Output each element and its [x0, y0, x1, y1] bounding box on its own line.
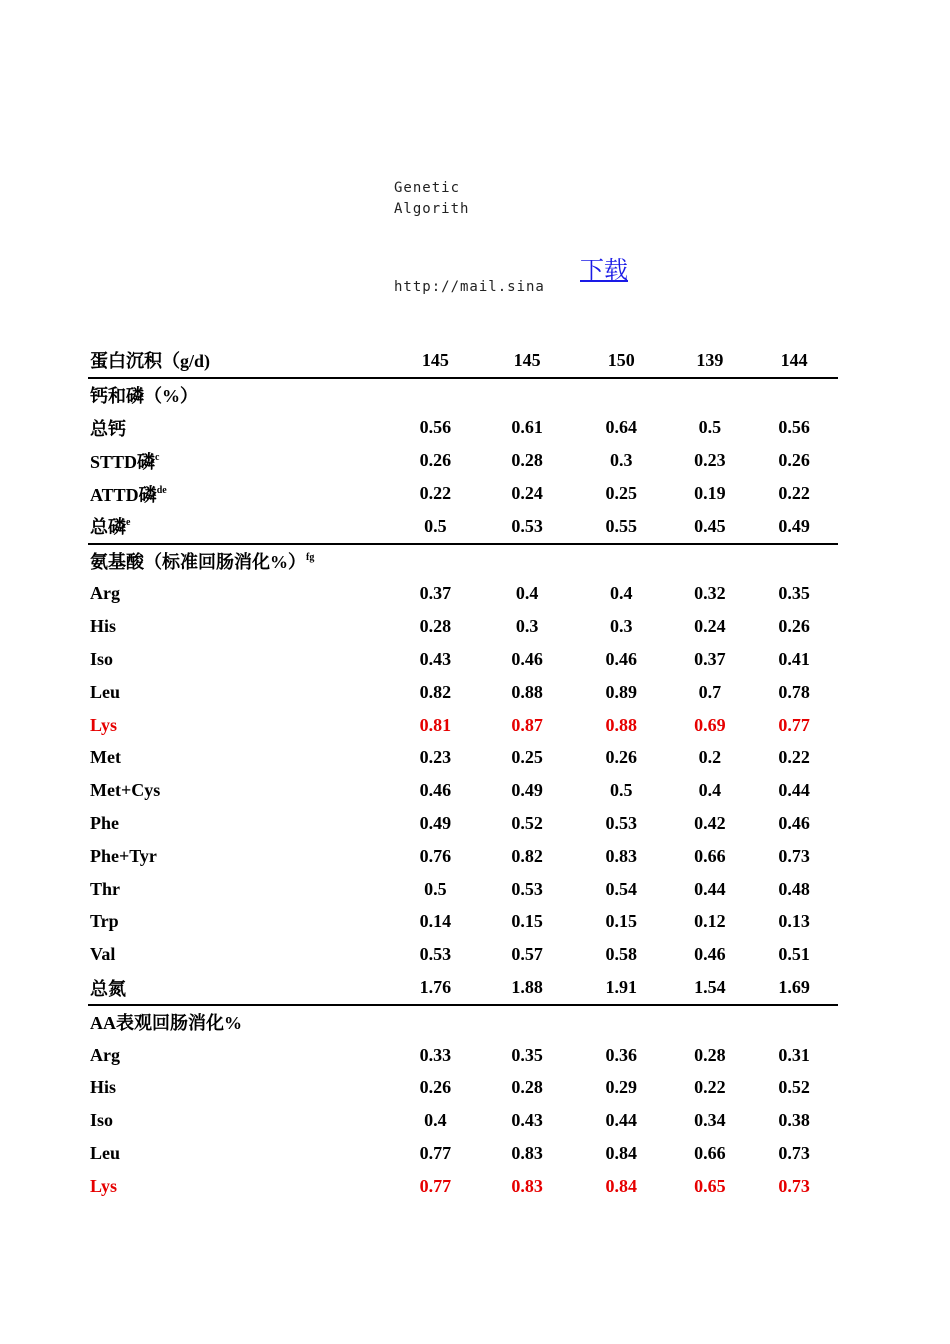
- value-cell: 0.28: [419, 616, 452, 637]
- row-label: [88, 544, 390, 578]
- value-cell: 0.77: [419, 1175, 452, 1196]
- value-cell: 0.2: [698, 747, 722, 768]
- row-label-text: 钙和磷（%）: [90, 386, 198, 407]
- value-cell: 0.26: [419, 450, 452, 471]
- value-cell: 0.31: [778, 1044, 810, 1065]
- footnote-marker: e: [126, 517, 131, 529]
- value-cell: 1.88: [481, 971, 573, 1005]
- value-cell: 0.43: [419, 649, 452, 670]
- row-label-text: Phe+Tyr: [90, 845, 157, 866]
- value-cell: 0.22: [419, 483, 452, 504]
- row-label-text: STTD磷: [90, 451, 156, 472]
- table-row: [88, 1005, 838, 1039]
- value-cell: 0.51: [778, 944, 810, 965]
- table-row: [88, 709, 838, 742]
- value-cell: 0.4: [424, 1110, 447, 1131]
- value-cell: 0.26: [778, 450, 810, 471]
- value-cell: 0.19: [694, 483, 726, 504]
- row-label: [88, 378, 390, 412]
- value-cell: 0.33: [419, 1044, 452, 1065]
- table-row: [88, 906, 838, 939]
- value-cell: 0.46: [511, 649, 543, 670]
- row-label: [88, 510, 390, 544]
- table-row: [88, 774, 838, 807]
- value-cell: 0.52: [511, 813, 543, 834]
- value-cell: 0.28: [511, 1077, 543, 1098]
- row-label: [88, 444, 390, 477]
- value-cell: 150: [573, 344, 670, 378]
- value-cell: 0.4: [698, 780, 722, 801]
- row-label: [88, 643, 390, 676]
- value-cell: 0.73: [778, 1175, 810, 1196]
- row-label-text: Val: [90, 944, 116, 965]
- value-cell: 0.12: [694, 911, 726, 932]
- row-label: [88, 873, 390, 906]
- row-label-text: Thr: [90, 878, 121, 899]
- value-cell: 0.35: [778, 583, 810, 604]
- value-cell: [481, 544, 573, 578]
- row-label-text: His: [90, 1077, 117, 1098]
- value-cell: 0.66: [694, 1143, 726, 1164]
- value-cell: 0.37: [694, 649, 726, 670]
- value-cell: 0.69: [694, 714, 726, 735]
- value-cell: 0.64: [605, 417, 637, 438]
- row-label: [88, 1039, 390, 1072]
- value-cell: 0.73: [778, 1143, 810, 1164]
- value-cell: 0.88: [511, 681, 543, 702]
- value-cell: 0.88: [605, 714, 637, 735]
- value-cell: 0.24: [511, 483, 543, 504]
- value-cell: 0.37: [419, 583, 452, 604]
- value-cell: [481, 378, 573, 412]
- value-cell: 144: [750, 344, 838, 378]
- value-cell: 0.76: [419, 845, 452, 866]
- row-label: [88, 938, 390, 971]
- table-row: [88, 1170, 838, 1203]
- value-cell: 0.43: [511, 1110, 543, 1131]
- value-cell: 0.82: [419, 681, 452, 702]
- embedded-text-snippet: Genetic Algorith: [394, 180, 470, 217]
- value-cell: [390, 1005, 482, 1039]
- value-cell: 0.26: [605, 747, 637, 768]
- value-cell: 0.81: [419, 714, 452, 735]
- nutrient-requirements-table: [88, 344, 838, 1203]
- row-label: [88, 1137, 390, 1170]
- row-label: [88, 477, 390, 510]
- value-cell: [750, 1005, 838, 1039]
- footnote-marker: c: [155, 451, 160, 463]
- value-cell: 0.46: [605, 649, 637, 670]
- value-cell: 0.7: [698, 681, 722, 702]
- table-row: [88, 840, 838, 873]
- value-cell: 0.15: [605, 911, 637, 932]
- value-cell: [573, 378, 670, 412]
- value-cell: [750, 544, 838, 578]
- value-cell: 0.57: [511, 944, 543, 965]
- value-cell: 0.44: [778, 780, 810, 801]
- footnote-marker: de: [156, 484, 167, 496]
- value-cell: [670, 1005, 751, 1039]
- value-cell: 0.45: [670, 510, 751, 544]
- row-label-text: Leu: [90, 681, 121, 702]
- value-cell: 0.25: [605, 483, 637, 504]
- row-label: [88, 742, 390, 775]
- table-row: [88, 938, 838, 971]
- table-row: [88, 1137, 838, 1170]
- row-label-text: Iso: [90, 1110, 114, 1131]
- value-cell: 0.77: [778, 714, 810, 735]
- value-cell: 0.87: [511, 714, 543, 735]
- value-cell: 0.53: [481, 510, 573, 544]
- table-row: [88, 873, 838, 906]
- row-label-text: Lys: [90, 1175, 118, 1196]
- value-cell: 0.4: [515, 583, 539, 604]
- table-row: [88, 1039, 838, 1072]
- value-cell: 0.26: [419, 1077, 452, 1098]
- value-cell: 0.49: [419, 813, 452, 834]
- table-row: [88, 578, 838, 611]
- value-cell: 0.35: [511, 1044, 543, 1065]
- row-label-text: 总磷: [90, 517, 126, 538]
- value-cell: 145: [481, 344, 573, 378]
- value-cell: 0.24: [694, 616, 726, 637]
- row-label-text: 蛋白沉积（g/d): [90, 351, 211, 372]
- value-cell: 0.55: [573, 510, 670, 544]
- value-cell: [573, 544, 670, 578]
- value-cell: 0.5: [698, 417, 722, 438]
- row-label: [88, 412, 390, 445]
- row-label-text: ATTD磷: [90, 484, 157, 505]
- row-label: [88, 840, 390, 873]
- value-cell: 0.52: [778, 1077, 810, 1098]
- table-row: [88, 378, 838, 412]
- value-cell: 1.91: [573, 971, 670, 1005]
- value-cell: 0.89: [605, 681, 637, 702]
- value-cell: [670, 378, 751, 412]
- table-row: [88, 544, 838, 578]
- table-row: [88, 444, 838, 477]
- table-row: [88, 344, 838, 378]
- row-label-text: 总钙: [90, 418, 126, 439]
- value-cell: 0.14: [419, 911, 452, 932]
- value-cell: 0.48: [778, 878, 810, 899]
- row-label: [88, 906, 390, 939]
- value-cell: 0.41: [778, 649, 810, 670]
- table-row: [88, 412, 838, 445]
- table-row: [88, 807, 838, 840]
- row-label: [88, 578, 390, 611]
- value-cell: 0.23: [694, 450, 726, 471]
- value-cell: 0.84: [605, 1143, 637, 1164]
- value-cell: 0.42: [694, 813, 726, 834]
- value-cell: 0.36: [605, 1044, 637, 1065]
- value-cell: 0.65: [694, 1175, 726, 1196]
- footnote-marker: fg: [306, 552, 315, 564]
- value-cell: 0.22: [694, 1077, 726, 1098]
- value-cell: 0.15: [511, 911, 543, 932]
- value-cell: 0.46: [694, 944, 726, 965]
- value-cell: 0.25: [511, 747, 543, 768]
- table-row: [88, 1104, 838, 1137]
- value-cell: [390, 544, 482, 578]
- value-cell: 0.44: [694, 878, 726, 899]
- row-label-text: His: [90, 616, 117, 637]
- value-cell: 0.49: [750, 510, 838, 544]
- value-cell: [481, 1005, 573, 1039]
- value-cell: 0.22: [778, 483, 810, 504]
- value-cell: 0.53: [511, 878, 543, 899]
- row-label: [88, 807, 390, 840]
- row-label: [88, 1072, 390, 1105]
- value-cell: 0.53: [605, 813, 637, 834]
- value-cell: 0.66: [694, 845, 726, 866]
- row-label: [88, 1170, 390, 1203]
- value-cell: 0.28: [511, 450, 543, 471]
- table-row: [88, 971, 838, 1005]
- value-cell: 0.5: [424, 878, 447, 899]
- value-cell: [670, 544, 751, 578]
- row-label: [88, 610, 390, 643]
- value-cell: 1.54: [670, 971, 751, 1005]
- value-cell: 0.4: [609, 583, 633, 604]
- value-cell: 0.34: [694, 1110, 726, 1131]
- value-cell: 0.49: [511, 780, 543, 801]
- row-label: [88, 1104, 390, 1137]
- row-label-text: Iso: [90, 649, 114, 670]
- value-cell: 145: [390, 344, 482, 378]
- row-label: [88, 774, 390, 807]
- value-cell: 0.46: [419, 780, 452, 801]
- table-row: [88, 510, 838, 544]
- value-cell: 0.28: [694, 1044, 726, 1065]
- value-cell: 0.23: [419, 747, 452, 768]
- row-label-text: Met+Cys: [90, 780, 161, 801]
- value-cell: 0.56: [778, 417, 810, 438]
- value-cell: 0.26: [778, 616, 810, 637]
- table-row: [88, 742, 838, 775]
- row-label-text: Leu: [90, 1143, 121, 1164]
- value-cell: 0.13: [778, 911, 810, 932]
- value-cell: 0.3: [515, 616, 539, 637]
- row-label-text: Arg: [90, 1044, 120, 1065]
- value-cell: 0.44: [605, 1110, 637, 1131]
- value-cell: [573, 1005, 670, 1039]
- row-label-text: 总氮: [90, 978, 126, 999]
- value-cell: 0.83: [511, 1175, 543, 1196]
- value-cell: 0.78: [778, 681, 810, 702]
- row-label-text: Phe: [90, 813, 119, 834]
- embedded-url-snippet: http://mail.sina: [394, 279, 545, 295]
- row-label: [88, 971, 390, 1005]
- value-cell: 0.3: [609, 616, 633, 637]
- table-row: [88, 676, 838, 709]
- value-cell: 0.54: [605, 878, 637, 899]
- value-cell: 0.83: [605, 845, 637, 866]
- value-cell: 0.5: [609, 780, 633, 801]
- value-cell: 0.29: [605, 1077, 637, 1098]
- row-label-text: AA表观回肠消化%: [90, 1013, 242, 1034]
- value-cell: 0.53: [419, 944, 452, 965]
- value-cell: 0.46: [778, 813, 810, 834]
- value-cell: 139: [670, 344, 751, 378]
- value-cell: 0.82: [511, 845, 543, 866]
- table-row: [88, 1072, 838, 1105]
- value-cell: 0.77: [419, 1143, 452, 1164]
- value-cell: 0.3: [609, 450, 633, 471]
- value-cell: 1.76: [390, 971, 482, 1005]
- value-cell: 0.5: [390, 510, 482, 544]
- row-label-text: Arg: [90, 583, 120, 604]
- table-row: [88, 610, 838, 643]
- value-cell: 0.22: [778, 747, 810, 768]
- row-label: [88, 1005, 390, 1039]
- row-label: [88, 709, 390, 742]
- row-label-text: Met: [90, 747, 121, 768]
- value-cell: 0.83: [511, 1143, 543, 1164]
- value-cell: [390, 378, 482, 412]
- download-link[interactable]: 下载: [580, 256, 628, 284]
- value-cell: 0.73: [778, 845, 810, 866]
- value-cell: 0.38: [778, 1110, 810, 1131]
- row-label: [88, 344, 390, 378]
- value-cell: 0.84: [605, 1175, 637, 1196]
- value-cell: 0.56: [419, 417, 452, 438]
- table-row: [88, 643, 838, 676]
- value-cell: 0.58: [605, 944, 637, 965]
- row-label: [88, 676, 390, 709]
- value-cell: 0.61: [511, 417, 543, 438]
- row-label-text: Lys: [90, 714, 118, 735]
- value-cell: 0.32: [694, 583, 726, 604]
- value-cell: [750, 378, 838, 412]
- value-cell: 1.69: [750, 971, 838, 1005]
- row-label-text: Trp: [90, 911, 119, 932]
- table-row: [88, 477, 838, 510]
- row-label-text: 氨基酸（标准回肠消化%）: [90, 552, 306, 573]
